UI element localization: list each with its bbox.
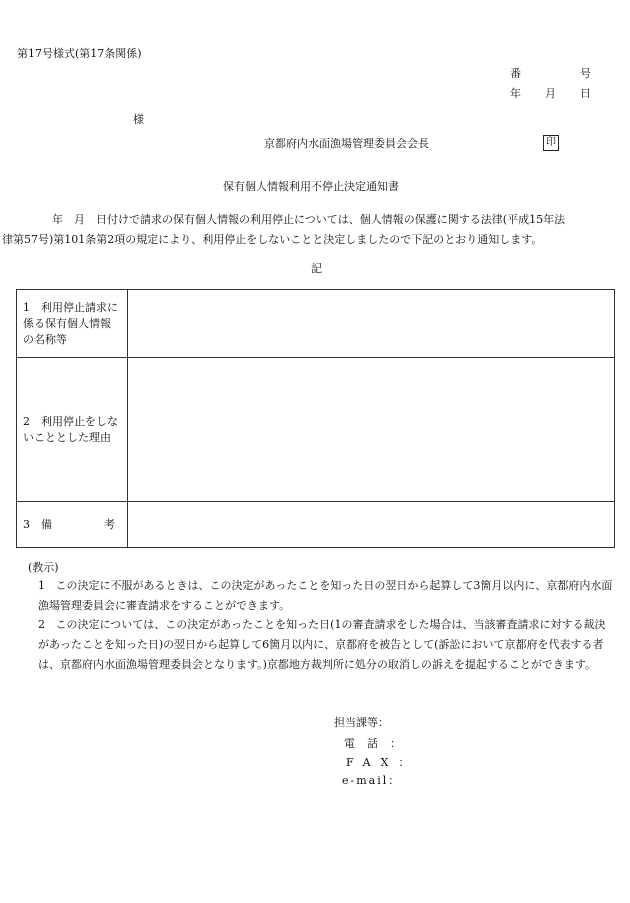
- row-value-remarks[interactable]: [128, 502, 615, 548]
- kigo-heading: 記: [311, 262, 322, 275]
- contact-fax-label: FAX：: [346, 756, 420, 769]
- records-table: [16, 289, 615, 548]
- date-month-label: 月: [545, 87, 556, 100]
- notice-item-2: [38, 615, 616, 675]
- body-line-1: 年 月 日付けで請求の保有個人情報の利用停止については、個人情報の保護に関する法律(平成15年法: [52, 213, 566, 226]
- contact-email-label: e-mail：: [342, 774, 402, 787]
- reference-number-suffix: 号: [580, 67, 591, 80]
- notice-item-1: [38, 576, 616, 616]
- recipient-suffix: 様: [133, 113, 144, 126]
- remarks-label-end: 考: [104, 517, 115, 531]
- row-label-reason: 2 利用停止をしないこととした理由: [17, 358, 128, 502]
- row-value-name[interactable]: [128, 290, 615, 358]
- row-label-remarks: [17, 502, 128, 548]
- table-row: [17, 358, 615, 502]
- table-row: [17, 502, 615, 548]
- row-label-name: 1 利用停止請求に係る保有個人情報の名称等: [17, 290, 128, 358]
- table-row: [17, 290, 615, 358]
- notice-item-text: この決定については、この決定があったことを知った日(1の審査請求をした場合は、当該審査請求に対する裁決があったことを知った日)の翌日から起算して6箇月以内に、京都府を被告として(訴訟において京都府を代表する者は、京都府内水面漁場管理委員会となります。)京都地方裁判所に処分の取消しの訴えを提起することができます。: [38, 618, 606, 671]
- reference-number-label: 番: [510, 67, 521, 80]
- contact-department-label: 担当課等：: [334, 716, 389, 729]
- issuer-name: 京都府内水面漁場管理委員会会長: [264, 137, 429, 150]
- row-value-reason[interactable]: [128, 358, 615, 502]
- document-title: 保有個人情報利用不停止決定通知書: [223, 180, 399, 193]
- seal-icon: 印: [543, 135, 559, 151]
- notice-item-number: 2: [38, 618, 45, 631]
- body-paragraph: [2, 210, 612, 250]
- notice-heading: (教示): [28, 561, 59, 574]
- date-year-label: 年: [510, 87, 521, 100]
- notice-item-number: 1: [38, 579, 45, 592]
- date-day-label: 日: [580, 87, 591, 100]
- form-number: 第17号様式(第17条関係): [17, 47, 142, 60]
- contact-phone-label: 電話：: [344, 737, 413, 750]
- body-line-2: 律第57号)第101条第2項の規定により、利用停止をしないことと決定しましたので下記のとおり通知します。: [2, 233, 543, 246]
- remarks-label-start: 3 備: [23, 517, 52, 531]
- notice-item-text: この決定に不服があるときは、この決定があったことを知った日の翌日から起算して3箇月以内に、京都府内水面漁場管理委員会に審査請求をすることができます。: [38, 579, 613, 612]
